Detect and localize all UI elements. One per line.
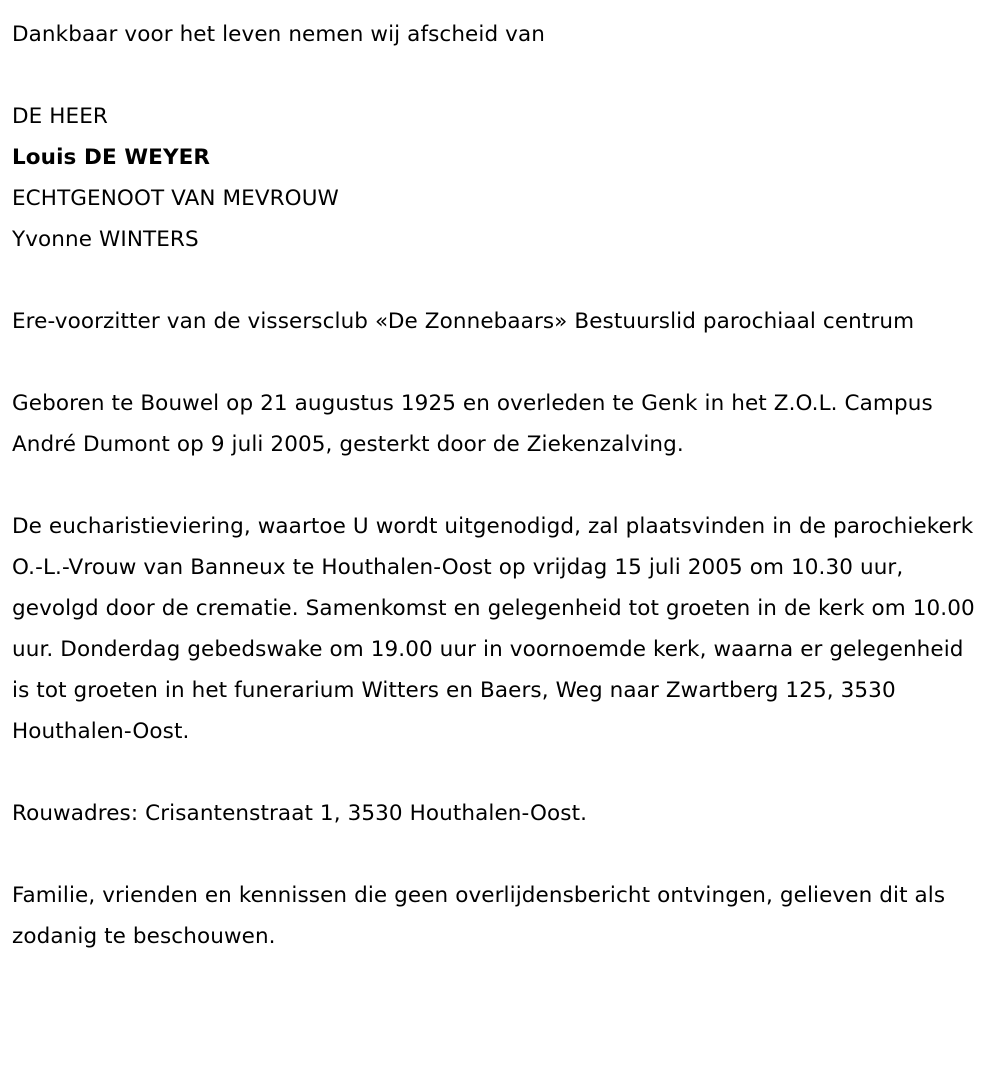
ceremony-text: De eucharistieviering, waartoe U wordt uitgenodigd, zal plaatsvinden in de parochiekerk O.-L.-Vrouw van Banneux te Houthalen-Oost op vrijdag 15 juli 2005 om 10.30 uur, gevolgd door de crematie. Samenkomst en gelegenheid tot groeten in de kerk om 10.00 uur. Donderdag gebedswake om 19.00 uur in voornoemde kerk, waarna er gelegenheid is tot groeten in het funerarium Witters en Baers, Weg naar Zwartberg 125, 3530 Houthalen-Oost. — [12, 514, 982, 744]
intro-text: Dankbaar voor het leven nemen wij afscheid van — [12, 22, 545, 47]
honorific-line: DE HEER — [12, 104, 108, 129]
roles-text: Ere-voorzitter van de vissersclub «De Zonnebaars» Bestuurslid parochiaal centrum — [12, 309, 915, 334]
spacer — [12, 834, 980, 875]
spouse-name: Yvonne WINTERS — [12, 227, 199, 252]
spacer — [12, 342, 980, 383]
spouse-label: ECHTGENOOT VAN MEVROUW — [12, 186, 339, 211]
spacer — [12, 752, 980, 793]
closing-text: Familie, vrienden en kennissen die geen overlijdensbericht ontvingen, gelieven dit als zodanig te beschouwen. — [12, 883, 953, 949]
spacer — [12, 260, 980, 301]
birth-death-text: Geboren te Bouwel op 21 augustus 1925 en overleden te Genk in het Z.O.L. Campus André Dumont op 9 juli 2005, gesterkt door de Ziekenzalving. — [12, 391, 940, 457]
spacer — [12, 465, 980, 506]
spacer — [12, 55, 980, 96]
deceased-name: Louis DE WEYER — [12, 145, 211, 170]
mourning-address-text: Rouwadres: Crisantenstraat 1, 3530 Houthalen-Oost. — [12, 801, 588, 826]
